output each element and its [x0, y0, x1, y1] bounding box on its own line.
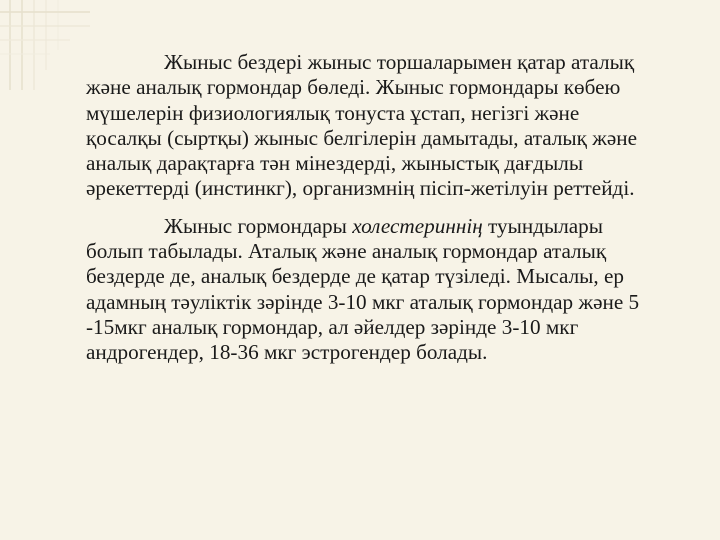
paragraph-2-lead: Жыныс гормондары [164, 213, 353, 238]
body-text [86, 50, 646, 366]
corner-ornament [0, 0, 90, 90]
paragraph-1-text: Жыныс бездері жыныс торшаларымен қатар аталық және аналық гормондар бөледі. Жыныс гормондары көбею мүшелерін физиологиялық тонуста ұстап, негізгі және қосалқы (сыртқы) жыныс белгілерін дамытады, аталық және аналық дарақтарға тән мінездерді, жыныстық дағдылы әрекеттерді (инстинкг), организмнің пісіп-жетілуін реттейді. [86, 50, 638, 201]
paragraph-1 [86, 50, 646, 202]
paragraph-2 [86, 214, 646, 366]
paragraph-2-rest: туындылары болып табылады. Аталық және аналық гормондар аталық бездерде де, аналық бездерде де қатар түзіледі. Мысалы, ер адамның тәуліктік зәрінде 3-10 мкг аталық гормондар және 5 -15мкг аналық гормондар, ал әйелдер зәрінде 3-10 мкг андрогендер, 18-36 мкг эстрогендер болады. [86, 213, 640, 365]
italic-term: холестериннің [352, 213, 483, 238]
